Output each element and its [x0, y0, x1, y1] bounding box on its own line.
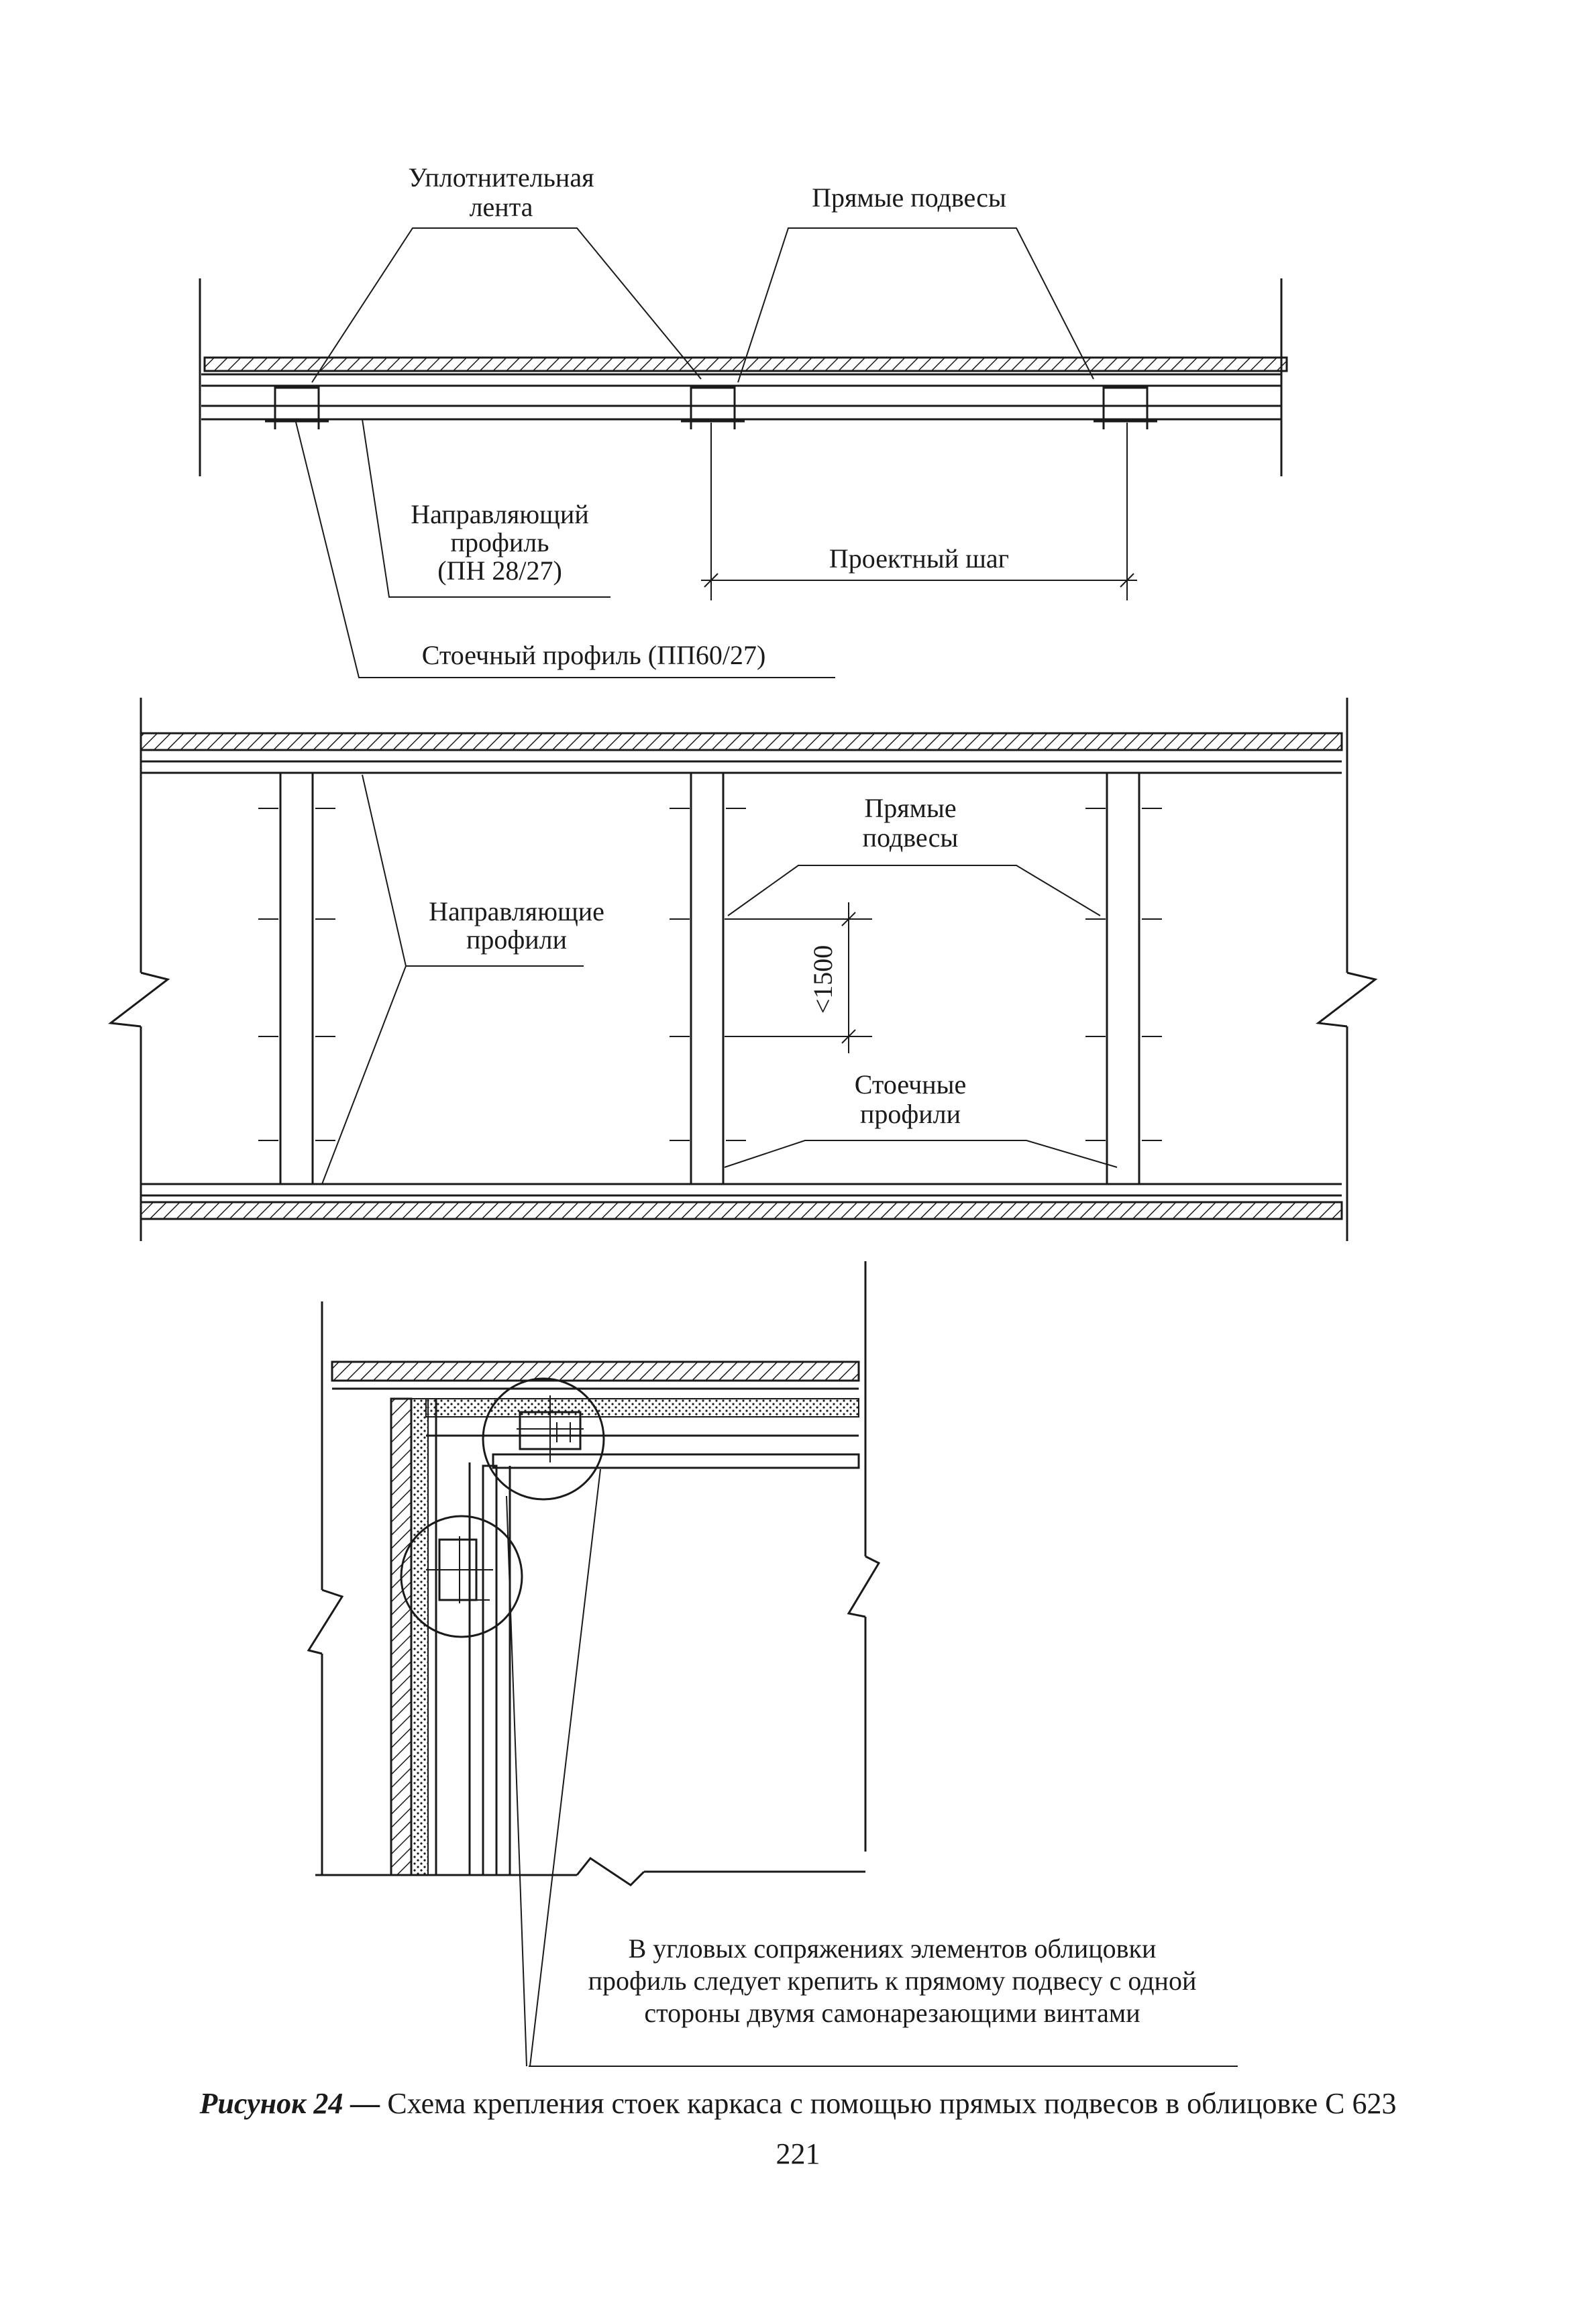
front-hangers-label-2: подвесы — [862, 822, 959, 853]
floor-hatch — [141, 1202, 1342, 1219]
stud-1 — [280, 773, 313, 1184]
sealing-tape-label-1: Уплотнительная — [408, 162, 594, 193]
ceiling-hatch — [141, 733, 1342, 750]
figure-caption-text: Схема крепления стоек каркаса с помощью прямых подвесов в облицовке С 623 — [387, 2087, 1397, 2120]
direct-hangers-label: Прямые подвесы — [812, 182, 1006, 213]
hanger-symbol-1 — [265, 388, 329, 429]
detail-circle-top — [483, 1379, 604, 1499]
guide-profiles-label-1: Направляющие — [429, 896, 604, 926]
sealing-tape-label-2: лента — [469, 192, 533, 222]
guide-profiles-label-2: профили — [466, 924, 568, 955]
hanger-symbol-2 — [681, 388, 745, 429]
corner-left-insulation — [411, 1399, 428, 1875]
design-step-label: Проектный шаг — [829, 543, 1010, 574]
front-view — [111, 698, 1375, 1241]
hanger-symbol-3 — [1094, 388, 1157, 429]
figure-caption — [0, 2086, 1596, 2121]
guide-profile-label-1: Направляющий — [411, 499, 589, 529]
corner-view — [309, 1261, 1238, 2066]
corner-note-line-3: стороны двумя самонарезающими винтами — [644, 1998, 1140, 2028]
corner-top-hatch — [332, 1362, 859, 1381]
stud-profiles-label-1: Стоечные — [854, 1069, 967, 1100]
corner-note-line-1: В угловых сопряжениях элементов облицовки — [628, 1933, 1157, 1964]
front-hangers-label-1: Прямые — [864, 793, 957, 823]
stud-profiles-label-2: профили — [859, 1099, 961, 1129]
top-view — [200, 162, 1287, 678]
corner-note-line-2: профиль следует крепить к прямому подвесу с одной — [588, 1966, 1197, 1996]
guide-profile-label-2: профиль — [450, 527, 549, 557]
guide-profile-label-3: (ПН 28/27) — [437, 555, 562, 586]
stud-profile-label: Стоечный профиль (ПП60/27) — [421, 640, 766, 670]
figure-caption-label: Рисунок 24 — — [199, 2087, 380, 2120]
stud-3 — [1107, 773, 1139, 1184]
dimension-label: <1500 — [808, 945, 838, 1014]
page-number: 221 — [776, 2137, 820, 2170]
corner-left-hatch — [391, 1399, 411, 1875]
stud-2 — [691, 773, 723, 1184]
